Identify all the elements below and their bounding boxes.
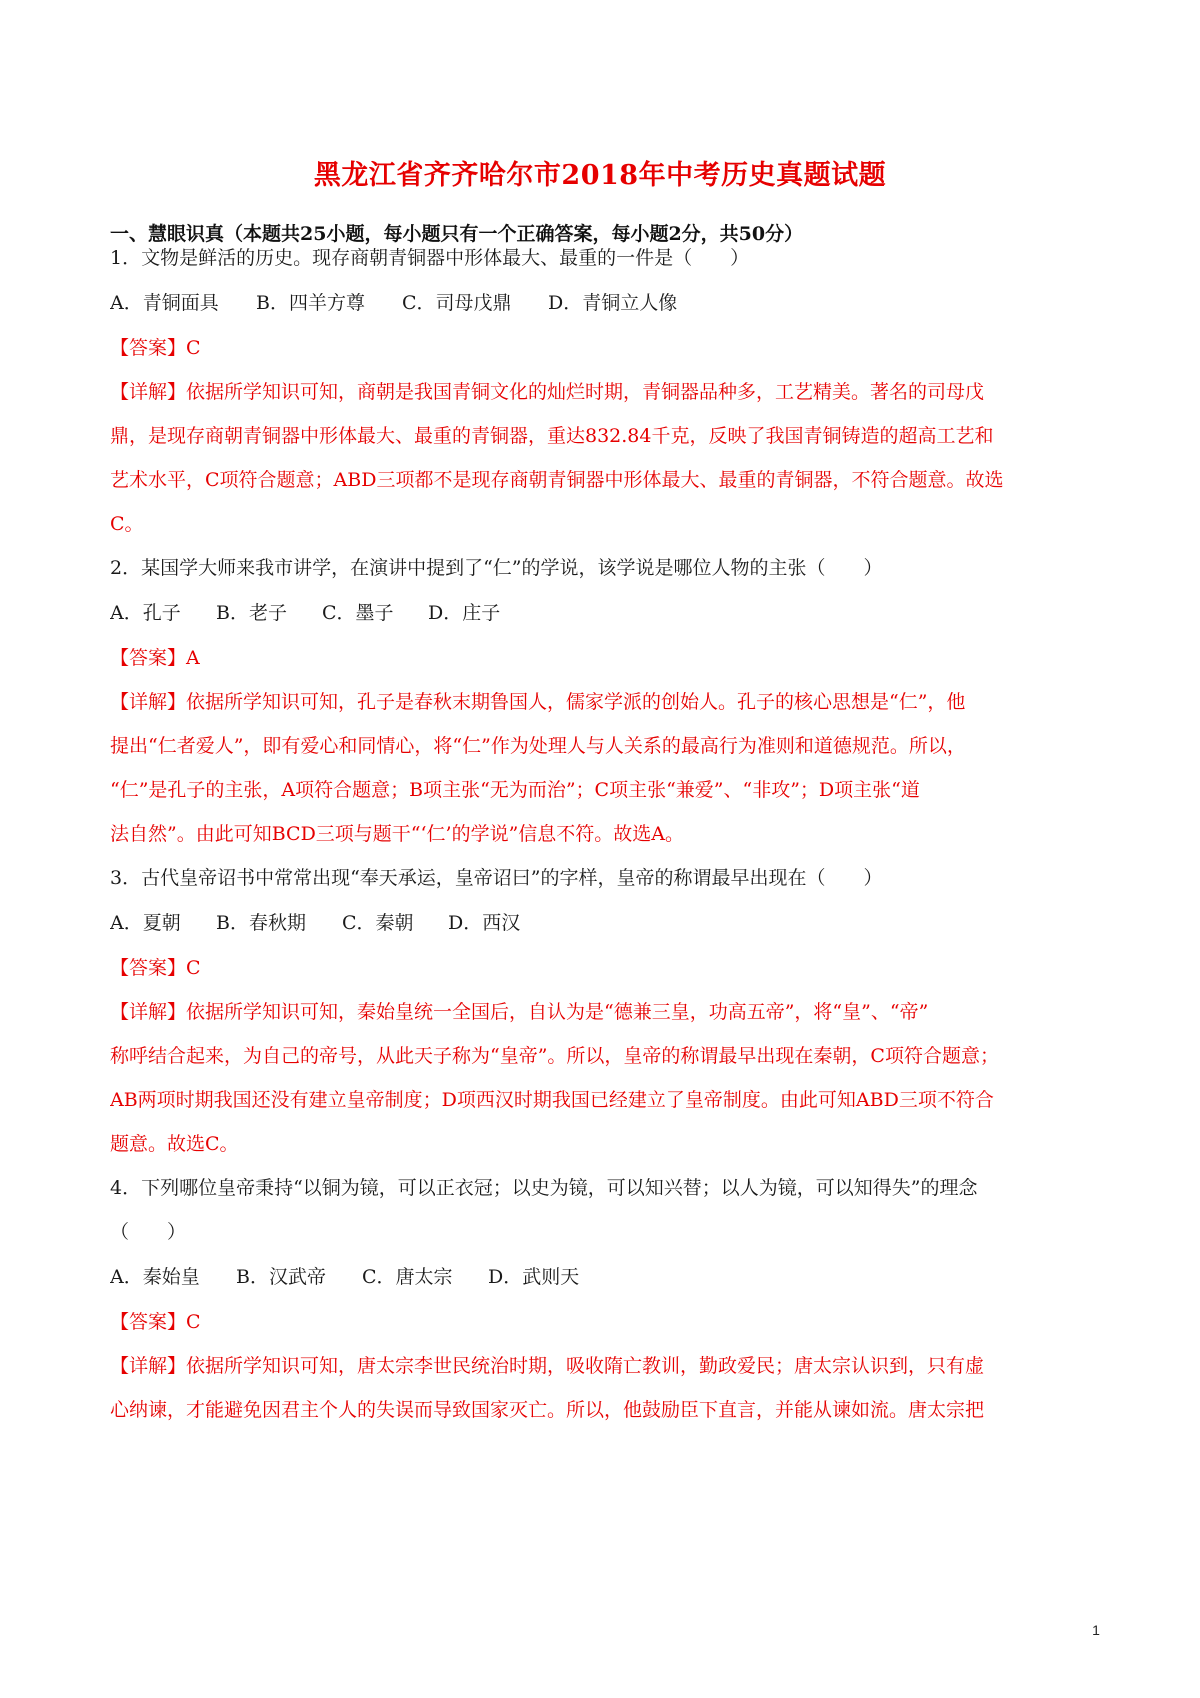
- question-4-stem-cont: （ ）: [110, 1221, 187, 1243]
- question-1-explain-line: 【详解】依据所学知识可知，商朝是我国青铜文化的灿烂时期，青铜器品种多，工艺精美。著名的司母戊: [110, 381, 985, 403]
- question-2-explain-line: “仁”是孔子的主张，A项符合题意；B项主张“无为而治”；C项主张“兼爱”、“非攻”；D项主张“道: [110, 779, 920, 801]
- question-1-stem: 1．文物是鲜活的历史。现存商朝青铜器中形体最大、最重的一件是（ ）: [110, 247, 750, 269]
- question-2-stem: 2．某国学大师来我市讲学，在演讲中提到了“仁”的学说，该学说是哪位人物的主张（ ）: [110, 557, 883, 579]
- option-a: A．孔子: [110, 602, 181, 624]
- option-d: D．武则天: [488, 1266, 580, 1288]
- option-b: B．老子: [216, 602, 287, 624]
- question-1-explain-line: 鼎，是现存商朝青铜器中形体最大、最重的青铜器，重达832.84千克，反映了我国青铜铸造的超高工艺和: [110, 425, 994, 447]
- question-2-explain-line: 【详解】依据所学知识可知，孔子是春秋末期鲁国人，儒家学派的创始人。孔子的核心思想是“仁”，他: [110, 691, 966, 713]
- question-3-explain-line: 称呼结合起来，为自己的帝号，从此天子称为“皇帝”。所以，皇帝的称谓最早出现在秦朝，C项符合题意；: [110, 1045, 999, 1067]
- question-2-answer: 【答案】A: [110, 647, 200, 669]
- option-a: A．夏朝: [110, 912, 181, 934]
- question-2-explain-line: 提出“仁者爱人”，即有爱心和同情心，将“仁”作为处理人与人关系的最高行为准则和道德规范。所以，: [110, 735, 966, 757]
- question-2-explain-line: 法自然”。由此可知BCD三项与题干“‘仁’的学说”信息不符。故选A。: [110, 823, 685, 845]
- question-3-options: [110, 909, 1100, 937]
- question-4-answer: 【答案】C: [110, 1311, 201, 1333]
- document-title: 黑龙江省齐齐哈尔市2018年中考历史真题试题: [313, 160, 887, 191]
- question-3-stem: 3．古代皇帝诏书中常常出现“奉天承运，皇帝诏曰”的字样，皇帝的称谓最早出现在（ ）: [110, 867, 883, 889]
- option-c: C．唐太宗: [362, 1266, 453, 1288]
- question-4-explain-line: 【详解】依据所学知识可知，唐太宗李世民统治时期，吸收隋亡教训，勤政爱民；唐太宗认识到，只有虚: [110, 1355, 985, 1377]
- option-a: A．青铜面具: [110, 292, 219, 314]
- option-c: C．司母戊鼎: [402, 292, 512, 314]
- page-number: 1: [1092, 1622, 1100, 1638]
- option-c: C．秦朝: [342, 912, 414, 934]
- question-3-explain-line: 【详解】依据所学知识可知，秦始皇统一全国后，自认为是“德兼三皇，功高五帝”，将“皇”、“帝”: [110, 1001, 929, 1023]
- question-1-explain-line: C。: [110, 513, 144, 535]
- option-d: D．西汉: [448, 912, 521, 934]
- question-4-stem: 4．下列哪位皇帝秉持“以铜为镜，可以正衣冠；以史为镜，可以知兴替；以人为镜，可以知得失”的理念: [110, 1177, 978, 1199]
- question-2-options: [110, 599, 1100, 627]
- option-a: A．秦始皇: [110, 1266, 200, 1288]
- question-3-explain-line: 题意。故选C。: [110, 1133, 239, 1155]
- option-b: B．汉武帝: [236, 1266, 326, 1288]
- option-d: D．庄子: [428, 602, 501, 624]
- question-4-explain-line: 心纳谏，才能避免因君主个人的失误而导致国家灭亡。所以，他鼓励臣下直言，并能从谏如流。唐太宗把: [110, 1399, 985, 1421]
- question-1-options: [110, 289, 1100, 317]
- question-4-options: [110, 1263, 1100, 1291]
- option-d: D．青铜立人像: [548, 292, 678, 314]
- option-b: B．春秋期: [216, 912, 306, 934]
- section-heading: 一、慧眼识真（本题共25小题，每小题只有一个正确答案，每小题2分，共50分）: [110, 223, 804, 245]
- question-3-explain-line: AB两项时期我国还没有建立皇帝制度；D项西汉时期我国已经建立了皇帝制度。由此可知ABD三项不符合: [110, 1089, 994, 1111]
- question-1-explain-line: 艺术水平，C项符合题意；ABD三项都不是现存商朝青铜器中形体最大、最重的青铜器，不符合题意。故选: [110, 469, 1004, 491]
- option-b: B．四羊方尊: [256, 292, 365, 314]
- question-1-answer: 【答案】C: [110, 337, 201, 359]
- option-c: C．墨子: [322, 602, 394, 624]
- question-3-answer: 【答案】C: [110, 957, 201, 979]
